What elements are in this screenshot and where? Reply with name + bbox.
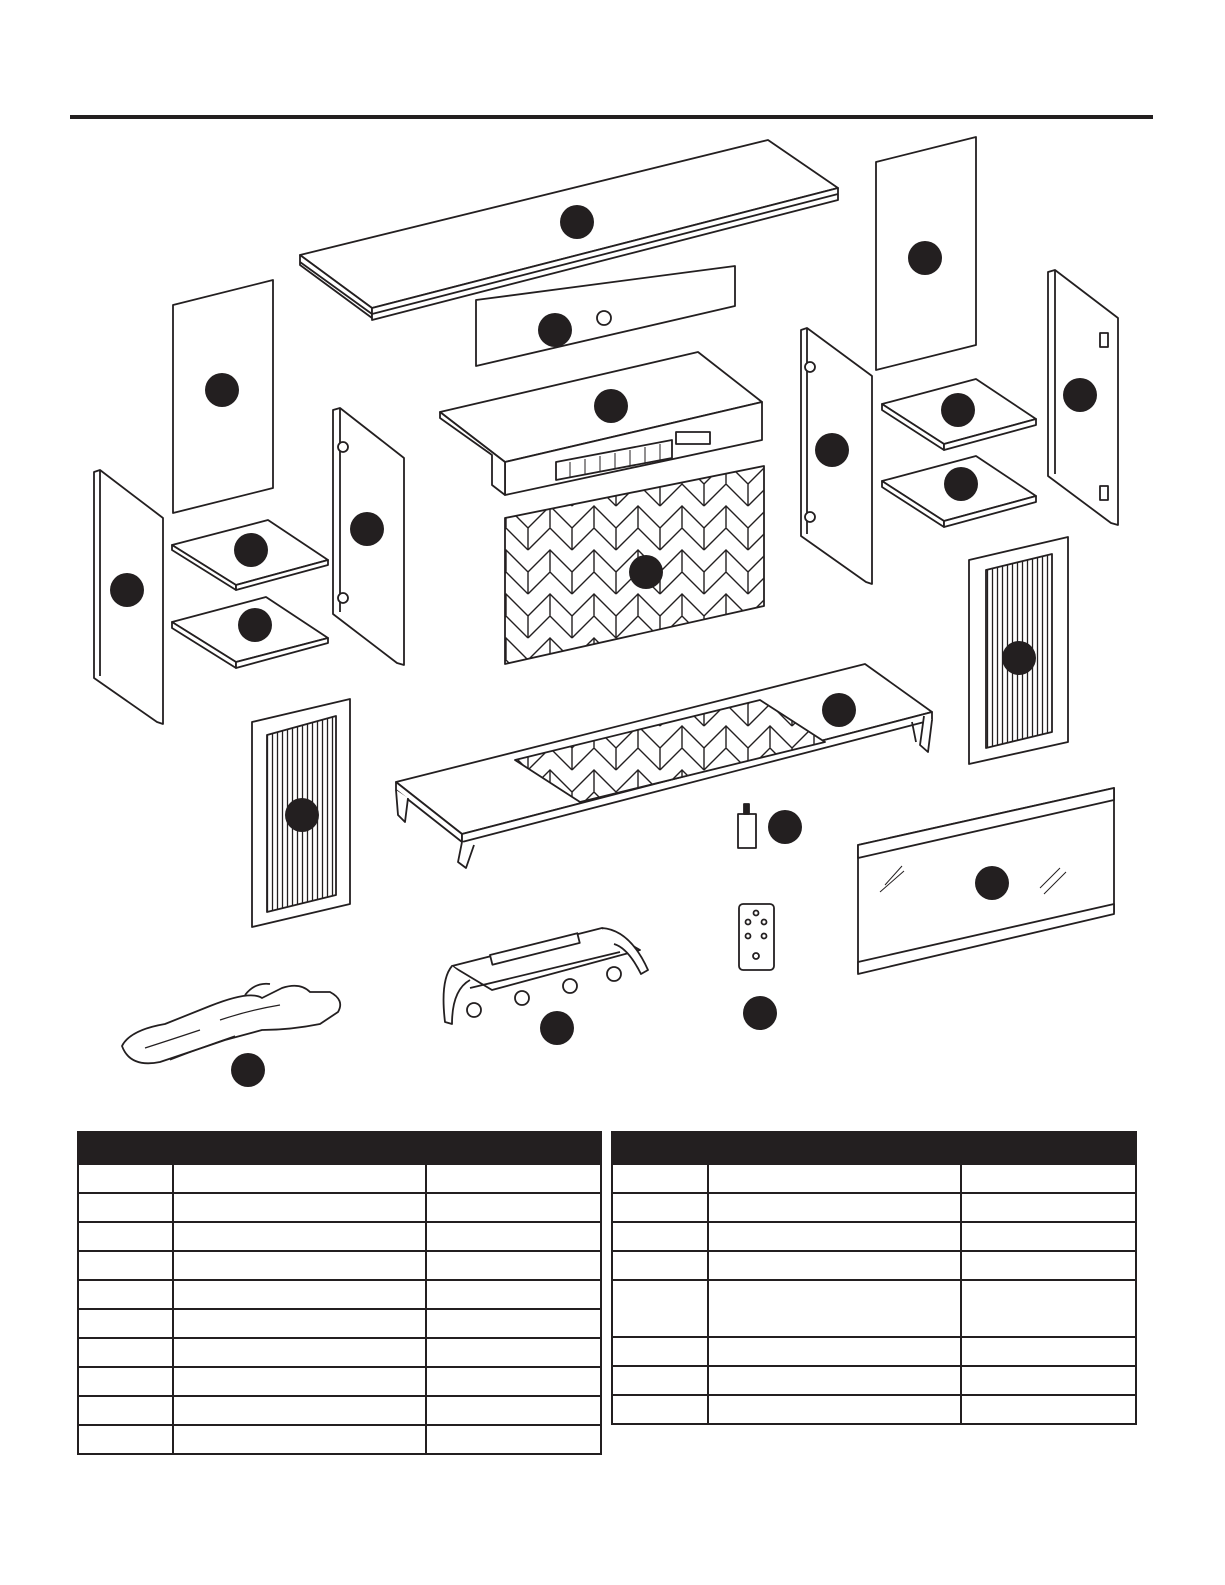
table-row: [78, 1396, 601, 1425]
callout-left-shelf-lower: [238, 608, 272, 642]
table-row: [78, 1222, 601, 1251]
base-tray: [396, 664, 932, 868]
table-row: [612, 1222, 1136, 1251]
table-row: [78, 1164, 601, 1193]
callout-glass-panel: [975, 866, 1009, 900]
table-title-row: [612, 1132, 1136, 1164]
table-row: [612, 1280, 1136, 1337]
callout-top-shelf: [560, 205, 594, 239]
table-row: [612, 1164, 1136, 1193]
callout-left-back-panel: [205, 373, 239, 407]
table-row: [612, 1395, 1136, 1424]
callout-left-door: [285, 798, 319, 832]
callout-upper-back-panel: [538, 313, 572, 347]
table-row: [78, 1367, 601, 1396]
header-rule: [70, 115, 1153, 119]
exploded-parts-diagram: [0, 120, 1225, 1100]
callout-left-inner-side: [350, 512, 384, 546]
log-grate: [444, 928, 648, 1024]
table-row: [612, 1251, 1136, 1280]
table-row: [612, 1193, 1136, 1222]
callout-remote: [743, 996, 777, 1030]
callout-right-back-panel: [908, 241, 942, 275]
table-row: [78, 1338, 601, 1367]
remote-control: [739, 904, 774, 970]
table-title: [612, 1132, 1136, 1164]
callout-log-grate: [540, 1011, 574, 1045]
parts-table-left: [77, 1131, 602, 1455]
heater-housing: [440, 352, 762, 495]
callout-left-outer-side: [110, 573, 144, 607]
callout-base-tray: [822, 693, 856, 727]
parts-table-right: [611, 1131, 1137, 1425]
leg: [738, 804, 756, 848]
callout-herringbone-panel: [629, 555, 663, 589]
callout-right-outer-side: [1063, 378, 1097, 412]
table-row: [78, 1425, 601, 1454]
log-set: [122, 984, 340, 1064]
table-row: [78, 1193, 601, 1222]
callout-right-shelf-upper: [941, 393, 975, 427]
callout-right-inner-side: [815, 433, 849, 467]
table-row: [612, 1366, 1136, 1395]
callout-heater-housing: [594, 389, 628, 423]
callout-leg: [768, 810, 802, 844]
table-title-row: [78, 1132, 601, 1164]
table-row: [78, 1251, 601, 1280]
callout-left-shelf-upper: [234, 533, 268, 567]
callout-log-set: [231, 1053, 265, 1087]
table-row: [78, 1280, 601, 1309]
table-row: [612, 1337, 1136, 1366]
table-row: [78, 1309, 601, 1338]
callout-right-door: [1002, 641, 1036, 675]
table-title: [78, 1132, 601, 1164]
callout-right-shelf-lower: [944, 467, 978, 501]
